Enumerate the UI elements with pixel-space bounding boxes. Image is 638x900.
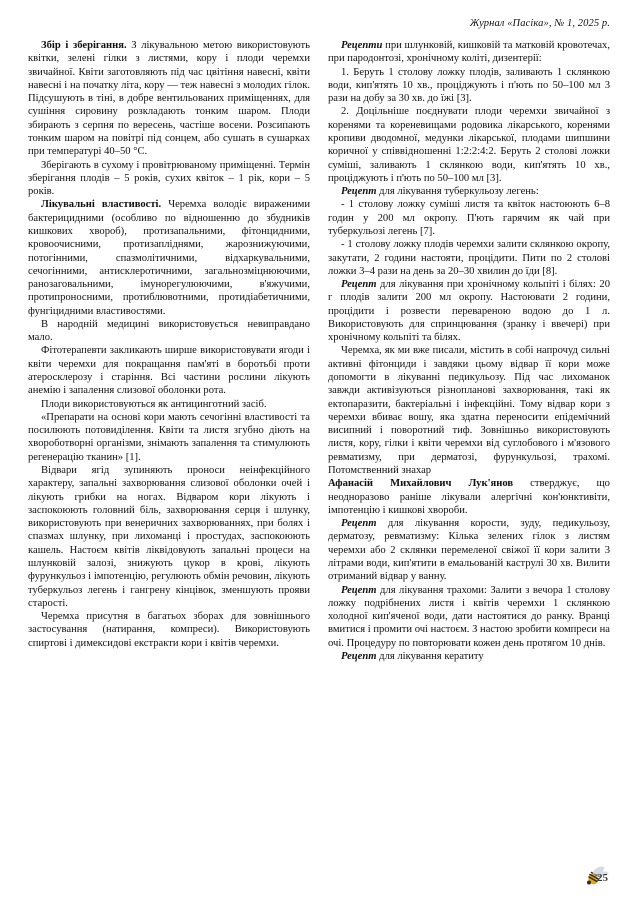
paragraph [328,344,610,477]
recipe-heading: Рецепт [341,279,377,291]
paragraph-text: - 1 столову ложку суміші листя та квіток настоюють 6–8 годин у 200 мл окропу. П'ють гарячим як чай при туберкульозі легень [7]. [328,199,610,237]
paragraph-text: для лікування корости, зуду, педикульозу, дерматозу, ревматизму: Кілька зелених гілок з листям черемхи або 2 склянки перемеленої свіжої її кори залити 3 літрами води, кип'ятити в емальованій каструлі 30 хв. Вилити отриманий відвар у ванну. [328,518,610,583]
page-number: 25 [597,872,608,884]
paragraph [328,584,610,650]
paragraph [28,39,310,159]
healer-name: Афанасій Михайлович Лук'янов [328,478,514,490]
paragraph-text: 2. Доцільніше поєднувати плоди черемхи звичайної з коренями та кореневищами родовика лікарського, коренями кропиви дводомної, медунки лікарської, плодами шипшини коричної у співвідношенні 1:2:2:4:2. Беруть 2 столові ложки суміші, заливають 1 склянкою води, кип'ятять 10 хв., проціджують і п'ють по 50–100 мл [3]. [328,106,610,184]
page-header [28,18,610,29]
journal-citation: Журнал «Пасіка», № 1, 2025 р. [469,18,610,29]
recipe-heading: Рецепт [341,584,377,596]
paragraph [328,198,610,238]
recipe-heading: Рецепт [341,186,377,198]
recipe-heading: Рецепти [341,40,383,51]
paragraph [28,159,310,199]
left-column [28,39,310,877]
paragraph [328,650,610,663]
paragraph [328,477,610,517]
paragraph [28,198,310,318]
paragraph-text: Черемха, як ми вже писали, містить в собі напрочуд сильні активні фітонциди і завдяки цьому відвар її кори може допомогти в лікуванні педикульозу. Під час лихоманок завжди активізуються різнопланові захворювання, такі як ектопаразити, бактеріальні і інфекційні. Тому відвар кори з черемхи вбиває вошу, яка здатна переносити епідемічний висипний і поворотний тиф. Зовнішньо використовують листя, кору, гілки і квіти черемхи від суглобового і м'язового ревматизму, при дерматозі, фурункульозі, трахомі. Потомственний знахар [328,345,610,476]
paragraph [328,238,610,278]
paragraph-text: для лікування кератиту [376,650,484,662]
recipe-heading: Рецепт [341,650,377,662]
paragraph-text: В народній медицині використовується невиправдано мало. [28,318,310,344]
paragraph [28,610,310,650]
paragraph [328,105,610,185]
paragraph-text: для лікування туберкульозу легень: [376,186,539,198]
paragraph-text: Відвари ягід зупиняють проноси неінфекційного характеру, запальні захворювання слизової оболонки очей і лікують грибки на ногах. Відваром кори лікують і заспокоюють головний біль, захворювання серця і шлунку, використовують при венеричних захворюваннях, при болях і спазмах шлунку, при лихоманці і простудах, заспокоюють кашель. Настоєм квітів ліквідовують запальні процеси на шлунковій залозі, знижують цукор в крові, лікують фурункульоз і імпотенцію, регулюють обмін речовин, лікують туберкульоз легень і гангрену кінцівок, зменшують прояви старості. [28,465,310,609]
section-heading-likuvalni: Лікувальні властивості. [41,199,162,211]
paragraph-text: З лікувальною метою використовують квітки, зелені гілки з листями, кору і плоди черемхи звичайної. Квіти заготовляють під час цвітіння навесні, квіти навесні і на початку літа, кору — теж навесні з молодих гілок. Підсушують в тіні, в добре вентильованих приміщеннях, для сушіння сировину розкладають тонким шаром. Плоди збирають з серпня по вересень, частіше восени. Розсипають тонким шаром на повітрі під сонцем, або сушать в сушарках при температурі 40–50 °С. [28,40,310,158]
paragraph [28,464,310,610]
section-heading-zbir: Збір і зберігання. [41,40,127,51]
paragraph-text: Зберігають в сухому і провітрюваному приміщенні. Термін зберігання плодів – 5 років, сухих квіток – 1 рік, кори – 5 років. [28,159,310,198]
paragraph-text: Фітотерапевти закликають ширше використовувати ягоди і квіти черемхи для покращання пам'яті в боротьбі проти атеросклерозу і старіння. Всі частини рослини лікують анемію і запалення слизової оболонки рота. [28,345,310,397]
paragraph-text: Черемха присутня в багатьох зборах для зовнішнього застосування (натирання, компреси). Використовують спиртові і димексидові екстракти кори і квітів черемхи. [28,611,310,649]
paragraph-text: для лікування трахоми: Залити з вечора 1 столову ложку подрібнених листя і квітів черемхи 1 склянкою холодної кип'яченої води, дати настоятися до ранку. Вранці вмитися і промити очі настоєм. З настою зробити компреси на очі. Процедуру по повторювати кожен день протягом 10 днів. [328,584,610,649]
paragraph-text: стверджує, що неодноразово раніше лікували алергічні кон'юнктивіти, імпотенцію і кишкові хвороби. [328,478,610,516]
paragraph-text: Черемха володіє вираженими бактерицидними (особливо по відношенню до збудників кишкових хвороб), протизапальними, фітонцидними, кровоочисними, протизапліднями, жарознижуючими, потогінними, спазмолітичними, відхаркувальними, сечогінними, антисклеротичними, загальнозміцнюючими, ранозаговальними, імунорегулюючими, в'яжучими, протипроносними, протиблювотними, протидіабетичними, фунгіцидними властивостями. [28,199,310,317]
paragraph [328,185,610,198]
paragraph [328,278,610,344]
paragraph [28,411,310,464]
right-column [328,39,610,877]
paragraph [28,398,310,411]
recipe-heading: Рецепт [341,518,377,530]
paragraph-text: «Препарати на основі кори мають сечогінні властивості та посилюють потовиділення. Квіти та листя згубно діють на хвороботворні організми, знімають запалення та стимулюють регенерацію тканин» [1]. [28,411,310,463]
paragraph [328,39,610,66]
paragraph-text: - 1 столову ложку плодів черемхи залити склянкою окропу, закутати, 2 години настояти, процідити. Пити по 2 столові ложки 3–4 рази на день за 20–30 хвилин до їди [8]. [328,239,610,277]
paragraph-text: Плоди використовуються як антицинготний засіб. [41,398,267,410]
paragraph [328,517,610,583]
paragraph-text: 1. Беруть 1 столову ложку плодів, заливають 1 склянкою води, кип'ятять 10 хв., проціджують і п'ють по 50–100 мл 3 рази на добу за 30 хв. до їжі [3]. [328,66,610,105]
paragraph-text: при шлунковій, кишковій та матковій кровотечах, при пародонтозі, хронічному коліті, дизентерії: [328,40,610,65]
two-column-body [28,39,610,877]
paragraph [328,66,610,106]
paragraph [28,344,310,397]
paragraph-text: для лікування при хронічному кольпіті і білях: 20 г плодів залити 200 мл окропу. Настоювати 2 години, процідити і розвести перевареною водою до 1 л. Використовують для спринцювання (зранку і ввечері) при хронічному кольпіті та білях. [328,279,610,344]
paragraph [28,318,310,345]
